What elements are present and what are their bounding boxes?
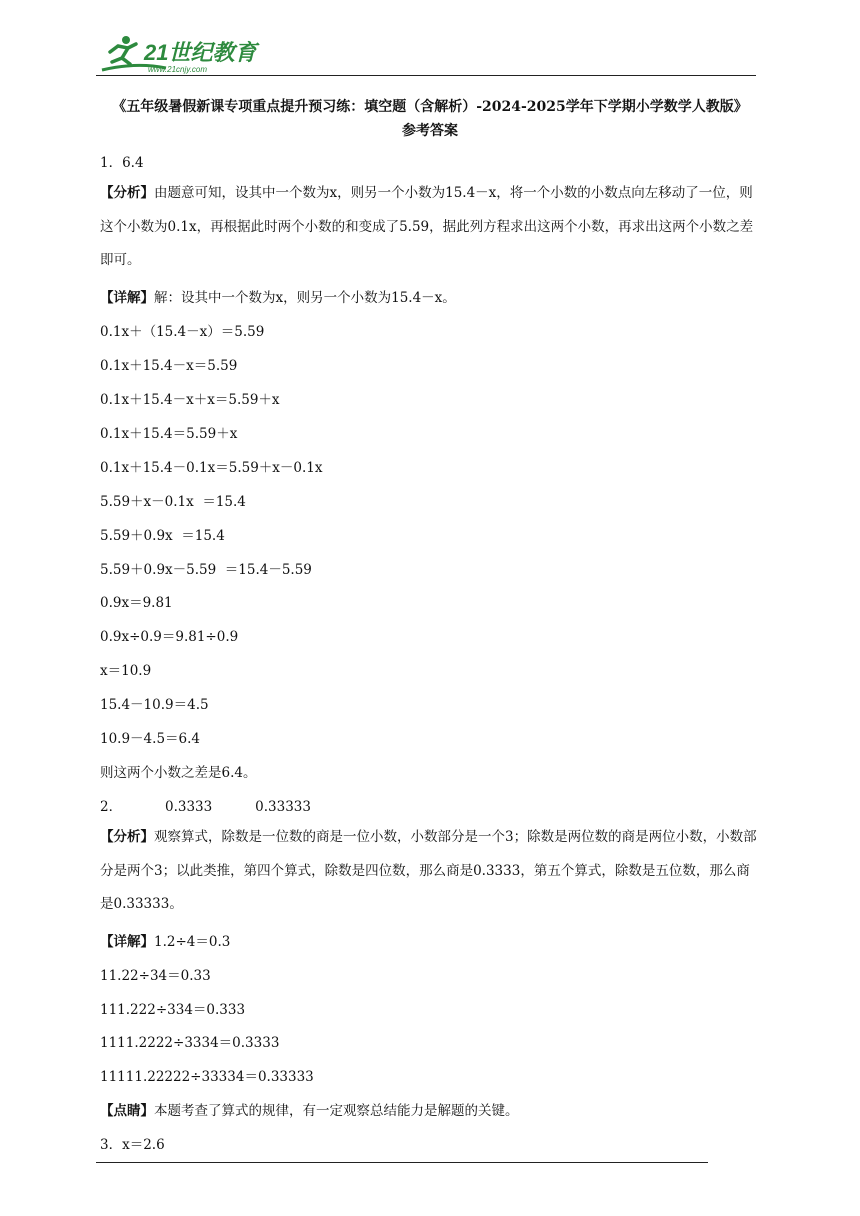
q2-answer: 2． 0.3333 0.33333 (100, 799, 311, 815)
q1-detail-text: 解：设其中一个数为x，则另一个小数为15.4－x。 (154, 290, 456, 306)
detail-tag: 【详解】 (100, 934, 154, 950)
q1-step: 15.4－10.9＝4.5 (100, 697, 209, 713)
q1-step: 5.59＋0.9x ＝15.4 (100, 528, 225, 544)
q2-detail (100, 930, 230, 950)
q1-analysis (100, 177, 760, 278)
q1-detail (100, 286, 456, 306)
detail-tag: 【详解】 (100, 290, 154, 306)
runner-logo-icon (96, 32, 266, 76)
analysis-tag: 【分析】 (100, 185, 154, 201)
q2-step: 11111.22222÷33334＝0.33333 (100, 1069, 314, 1085)
q2-analysis-text: 观察算式，除数是一位数的商是一位小数，小数部分是一个3；除数是两位数的商是两位小数，小数部分是两个3；以此类推，第四个算式，除数是四位数，那么商是0.3333，第五个算式，除数是五位数，那么商是0.33333。 (100, 829, 757, 912)
q2-step: 1.2÷4＝0.3 (154, 934, 231, 950)
comment-tag: 【点睛】 (100, 1103, 154, 1119)
q2-analysis (100, 821, 760, 922)
q1-step: x＝10.9 (100, 663, 152, 679)
q1-step: 0.1x＋15.4＝5.59＋x (100, 426, 238, 442)
header-rule (96, 75, 756, 76)
q1-analysis-text: 由题意可知，设其中一个数为x，则另一个小数为15.4－x，将一个小数的小数点向左移动了一位，则这个小数为0.1x，再根据此时两个小数的和变成了5.59，据此列方程求出这两个小数，再求出这两个小数之差即可。 (100, 185, 754, 268)
page-header (96, 32, 756, 78)
doc-title: 《五年级暑假新课专项重点提升预习练：填空题（含解析）-2024-2025学年下学期小学数学人教版》 (112, 99, 748, 115)
q2-comment-text: 本题考查了算式的规律，有一定观察总结能力是解题的关键。 (154, 1103, 519, 1119)
q1-step: 0.9x＝9.81 (100, 595, 173, 611)
q1-step: 0.1x＋15.4－x＋x＝5.59＋x (100, 392, 280, 408)
logo-url: www.21cnjy.com (148, 65, 207, 74)
q1-step: 5.59＋x－0.1x ＝15.4 (100, 494, 246, 510)
q1-step: 10.9－4.5＝6.4 (100, 731, 200, 747)
q1-conclusion: 则这两个小数之差是6.4。 (100, 765, 257, 781)
q2-comment (100, 1099, 519, 1119)
analysis-tag: 【分析】 (100, 829, 154, 845)
q3-answer: 3．x＝2.6 (100, 1137, 165, 1153)
q1-step: 0.1x＋（15.4－x）＝5.59 (100, 324, 265, 340)
q1-step: 0.1x＋15.4－0.1x＝5.59＋x－0.1x (100, 460, 323, 476)
doc-subtitle: 参考答案 (402, 123, 458, 139)
q2-step: 111.222÷334＝0.333 (100, 1002, 246, 1018)
q1-step: 0.9x÷0.9＝9.81÷0.9 (100, 629, 239, 645)
footer-rule (96, 1162, 708, 1163)
logo (96, 32, 266, 76)
logo-text: 21世纪教育 (144, 40, 257, 65)
q1-answer: 1．6.4 (100, 155, 144, 171)
q2-step: 11.22÷34＝0.33 (100, 968, 211, 984)
q2-step: 1111.2222÷3334＝0.3333 (100, 1035, 280, 1051)
q1-step: 0.1x＋15.4－x＝5.59 (100, 358, 238, 374)
q1-step: 5.59＋0.9x－5.59 ＝15.4－5.59 (100, 562, 312, 578)
